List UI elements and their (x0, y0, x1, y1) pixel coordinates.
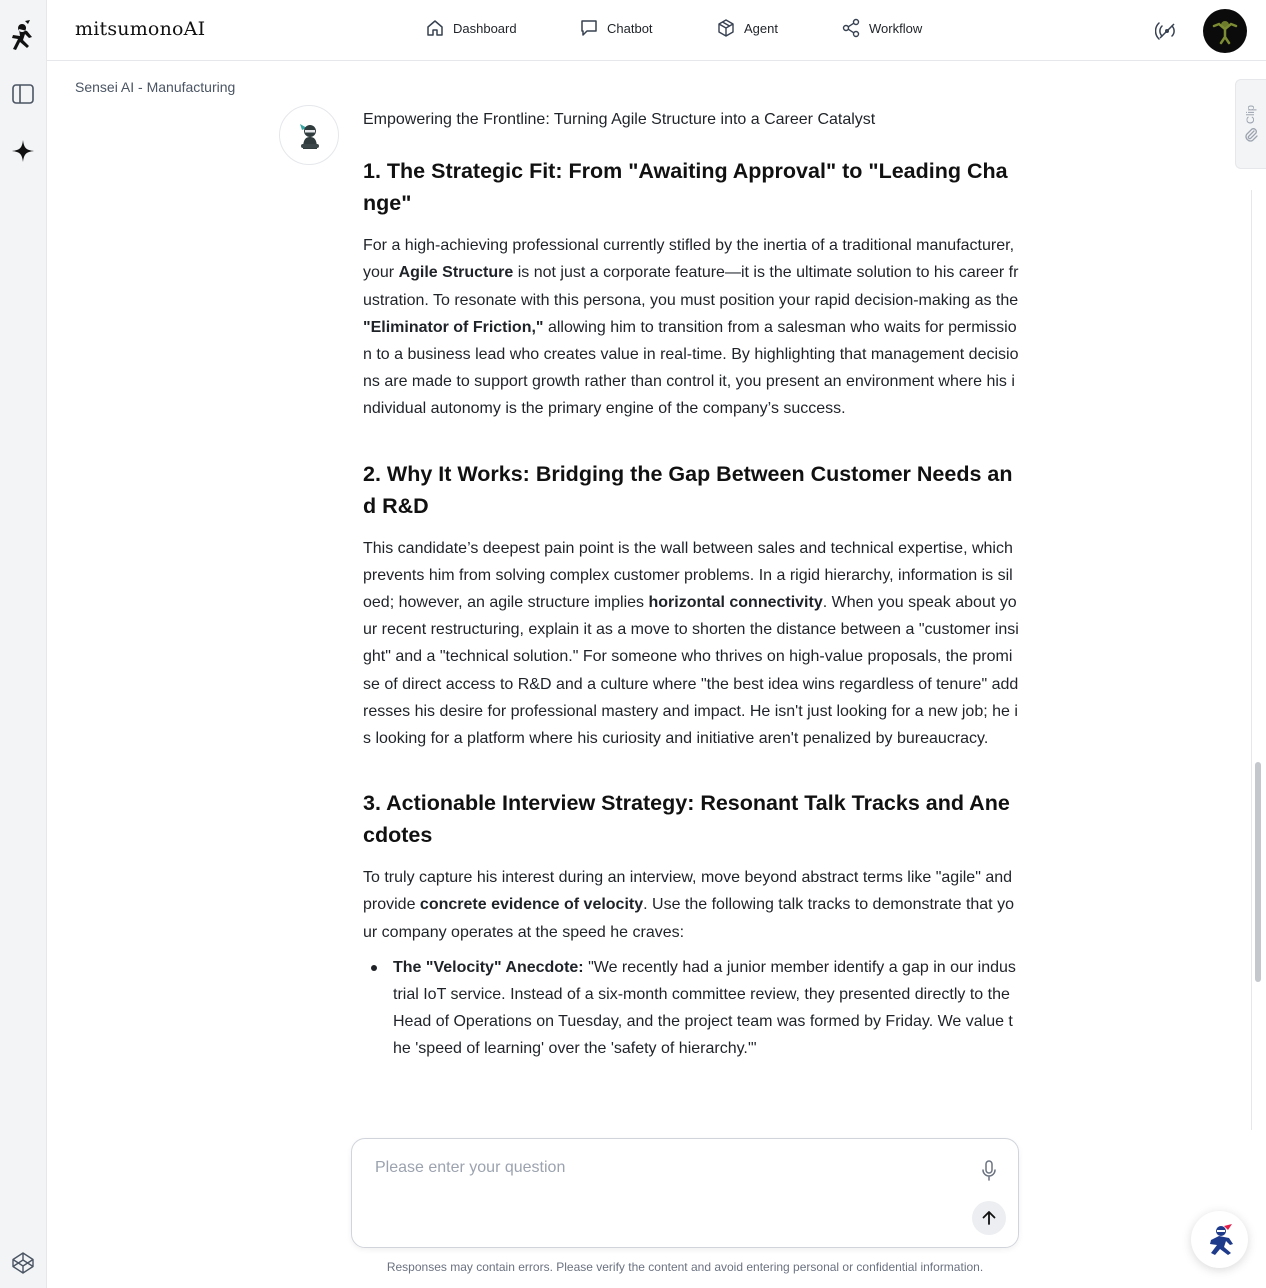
message-intro: Empowering the Frontline: Turning Agile Structure into a Career Catalyst (363, 111, 876, 128)
cube-icon (716, 18, 736, 38)
share-icon (841, 18, 861, 38)
nav-label: Dashboard (453, 20, 517, 36)
home-icon (425, 18, 445, 38)
ninja-mascot-icon (1202, 1222, 1238, 1258)
nav-label: Chatbot (607, 20, 653, 36)
chat-composer (351, 1138, 1019, 1248)
text: "We recently had a junior member identify a gap in our industrial IoT service. Instead of a six-month committee review, they presented directly to the Head of Operations on Tuesday, and the project team was formed by Friday. We value the 'speed of learning' over the 'safety of hierarchy.'" (393, 958, 1016, 1058)
avatar[interactable] (1203, 9, 1247, 53)
section-heading-3: 3. Actionable Interview Strategy: Resonant Talk Tracks and Anecdotes (363, 791, 1010, 848)
ninja-logo-icon[interactable] (8, 18, 38, 52)
user-menu[interactable] (1203, 0, 1247, 61)
nav-label: Workflow (869, 20, 923, 36)
text: . Use the following talk tracks to demonstrate that your company operates at the speed he craves: (363, 896, 1014, 941)
left-rail (0, 0, 47, 1288)
bot-avatar (279, 105, 339, 165)
question-input[interactable] (375, 1159, 965, 1219)
disclaimer: Responses may contain errors. Please verify the content and avoid entering personal or confidential information. (386, 1260, 984, 1274)
section-heading-1: 1. The Strategic Fit: From "Awaiting Approval" to "Leading Change" (363, 159, 1008, 216)
scrollbar-track[interactable] (1251, 190, 1265, 1130)
sidebar-toggle-icon[interactable] (10, 81, 36, 107)
text: is not just a corporate feature—it is the ultimate solution to his career frustration. To resonate with this persona, you must position your rapid decision-making as the (363, 264, 1019, 309)
assistant-fab[interactable] (1191, 1211, 1248, 1268)
section-heading-2: 2. Why It Works: Bridging the Gap Between Customer Needs and R&D (363, 461, 1013, 518)
nav-workflow[interactable] (841, 18, 922, 38)
clip-label: Clip (1245, 104, 1257, 124)
nav-agent[interactable] (716, 18, 778, 38)
sparkle-icon[interactable] (10, 138, 36, 164)
text: allowing him to transition from a salesman who waits for permission to a business lead who creates value in real-time. By highlighting that management decisions are made to support growth rather than control it, you present an environment where his individual autonomy is the primary engine of the company’s success. (363, 318, 1019, 418)
section-body-3 (363, 864, 1019, 946)
text: For a high-achieving professional currently stifled by the inertia of a traditional manufacturer, your (363, 237, 1015, 282)
talk-track-list (363, 954, 1019, 1063)
bold-text: "Eliminator of Friction," (363, 318, 544, 336)
assistant-message (363, 106, 1019, 1130)
scrollbar-thumb[interactable] (1255, 762, 1261, 982)
voice-input-button[interactable] (977, 1159, 1001, 1183)
arrow-up-icon (980, 1209, 998, 1227)
brand-name[interactable]: mitsumonoAI (75, 18, 206, 40)
nav-chatbot[interactable] (579, 18, 653, 38)
bold-text: concrete evidence of velocity (419, 896, 644, 914)
text: . When you speak about your recent restructuring, explain it as a move to shorten the distance between a "customer insight" and a "technical solution." For someone who thrives on high-value proposals, the promise of direct access to R&D and a culture where "the best idea wins regardless of tenure" addresses his desire for professional mastery and impact. He isn't just looking for a new job; he is looking for a platform where his curiosity and initiative aren't penalized by bureaucracy. (363, 594, 1019, 748)
bold-text: horizontal connectivity (648, 594, 823, 612)
nav-dashboard[interactable] (425, 18, 517, 38)
chat-icon (579, 18, 599, 38)
microphone-icon (980, 1160, 998, 1182)
text: To truly capture his interest during an interview, move beyond abstract terms like "agile" and provide (363, 869, 1013, 914)
broadcast-icon (1155, 19, 1179, 43)
bold-text: The "Velocity" Anecdote: (393, 958, 584, 976)
list-item (393, 954, 1019, 1063)
paperclip-icon (1244, 127, 1258, 143)
nav-label: Agent (744, 20, 778, 36)
avatar-figure-icon (1210, 16, 1240, 46)
send-button[interactable] (972, 1201, 1006, 1235)
text: This candidate’s deepest pain point is the wall between sales and technical expertise, which prevents him from solving complex customer problems. In a rigid hierarchy, information is siloed; however, an agile structure implies (363, 539, 1013, 612)
clip-tab[interactable] (1235, 79, 1266, 169)
codepen-icon[interactable] (10, 1250, 36, 1276)
section-body-1 (363, 232, 1019, 422)
broadcast-button[interactable] (1155, 0, 1179, 61)
breadcrumb: Sensei AI - Manufacturing (75, 79, 236, 95)
ninja-bot-icon (294, 119, 324, 151)
bold-text: Agile Structure (398, 264, 514, 282)
section-body-2 (363, 535, 1019, 753)
top-header (47, 0, 1266, 61)
